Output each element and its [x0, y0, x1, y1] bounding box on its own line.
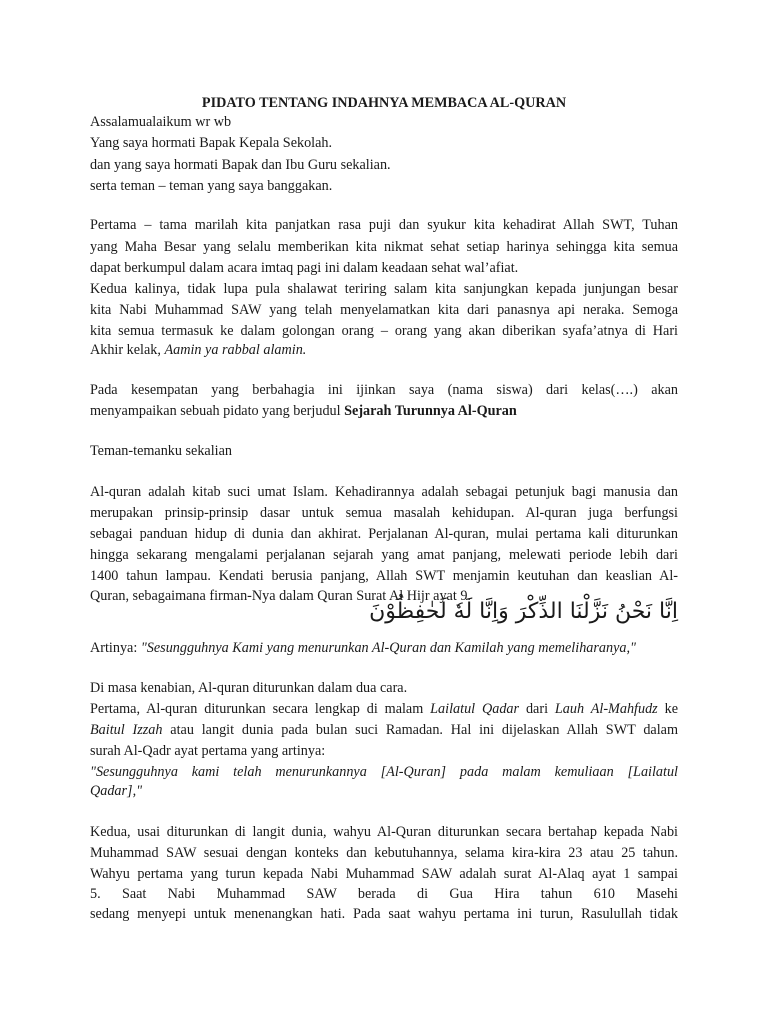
- paragraph-line: yang Maha Besar yang selalu memberikan kita nikmat sehat setiap harinya sehingga kita semua: [90, 239, 678, 255]
- paragraph-line: [90, 340, 306, 360]
- paragraph-line: Wahyu pertama yang turun kepada Nabi Muhammad SAW adalah surat Al-Alaq ayat 1 sampai: [90, 866, 678, 882]
- italic-text: Baitul Izzah: [90, 722, 163, 738]
- italic-text: Lailatul Qadar: [430, 701, 520, 717]
- paragraph-line: hingga sekarang mengalami perjalanan sejarah yang amat panjang, melewati periode lebih dari: [90, 547, 678, 563]
- paragraph-line: Pada kesempatan yang berbahagia ini ijinkan saya (nama siswa) dari kelas(….) akan: [90, 382, 678, 398]
- arabic-verse: اِنَّا نَحْنُ نَزَّلْنَا الذِّكْرَ وَاِنَّا لَهٗ لَحٰفِظُوْنَ: [369, 599, 678, 624]
- paragraph-line: Muhammad SAW sesuai dengan konteks dan kebutuhannya, selama kira-kira 23 atau 25 tahun.: [90, 845, 678, 861]
- paragraph-line: Kedua, usai diturunkan di langit dunia, wahyu Al-Quran diturunkan secara bertahap kepada Nabi: [90, 824, 678, 840]
- paragraph-line: [90, 699, 678, 719]
- paragraph-line: sebagai panduan hidup di dunia dan akhirat. Perjalanan Al-quran, mulai pertama kali diturunkan: [90, 526, 678, 542]
- paragraph-line: Quran, sebagaimana firman-Nya dalam Quran Surat Al Hijr ayat 9.: [90, 588, 471, 604]
- paragraph-line: Kedua kalinya, tidak lupa pula shalawat teriring salam kita sanjungkan kepada junjungan besar: [90, 281, 678, 297]
- paragraph-line: 1400 tahun lampau. Kendati berusia panjang, Allah SWT menjamin keutuhan dan keaslian Al-: [90, 568, 678, 584]
- paragraph-line: surah Al-Qadr ayat pertama yang artinya:: [90, 743, 326, 759]
- translation-label: Artinya:: [90, 640, 141, 656]
- paragraph-line: [90, 401, 517, 421]
- greeting-line: dan yang saya hormati Bapak dan Ibu Guru sekalian.: [90, 157, 391, 173]
- text-run: Akhir kelak,: [90, 342, 165, 358]
- translation-text: "Sesungguhnya Kami yang menurunkan Al-Quran dan Kamilah yang memeliharanya,": [140, 640, 636, 656]
- italic-text: Aamin ya rabbal alamin.: [164, 342, 307, 358]
- text-run: ke: [657, 701, 678, 717]
- paragraph-line: dapat berkumpul dalam acara imtaq pagi ini dalam keadaan sehat wal’afiat.: [90, 260, 519, 276]
- greeting-line: Yang saya hormati Bapak Kepala Sekolah.: [90, 135, 333, 151]
- paragraph-line: Di masa kenabian, Al-quran diturunkan dalam dua cara.: [90, 680, 408, 696]
- page-title: PIDATO TENTANG INDAHNYA MEMBACA AL-QURAN: [201, 95, 567, 111]
- paragraph-line: Teman-temanku sekalian: [90, 443, 233, 459]
- greeting-line: Assalamualaikum wr wb: [90, 114, 232, 130]
- text-run: menyampaikan sebuah pidato yang berjudul: [90, 403, 345, 419]
- text-run: Pertama, Al-quran diturunkan secara lengkap di malam: [90, 701, 431, 717]
- quote-line: Qadar],": [90, 783, 143, 799]
- translation-line: [90, 638, 636, 658]
- text-run: dari: [519, 701, 555, 717]
- paragraph-line: Al-quran adalah kitab suci umat Islam. Kehadirannya adalah sebagai petunjuk bagi manusia dan: [90, 484, 678, 500]
- paragraph-line: merupakan prinsip-prinsip dasar untuk semua masalah kehidupan. Al-quran juga berfungsi: [90, 505, 678, 521]
- speech-topic-bold: Sejarah Turunnya Al-Quran: [344, 403, 517, 419]
- paragraph-line: [90, 720, 678, 740]
- greeting-line: serta teman – teman yang saya banggakan.: [90, 178, 333, 194]
- paragraph-line: kita Nabi Muhammad SAW yang telah menyelamatkan kita dari panasnya api neraka. Semoga: [90, 302, 678, 318]
- italic-text: Lauh Al-Mahfudz: [554, 701, 658, 717]
- paragraph-line: sedang menyepi untuk menenangkan hati. Pada saat wahyu pertama ini turun, Rasulullah tidak: [90, 906, 678, 922]
- text-run: atau langit dunia pada bulan suci Ramadan. Hal ini dijelaskan Allah SWT dalam: [162, 722, 678, 738]
- quote-line: "Sesungguhnya kami telah menurunkannya [Al-Quran] pada malam kemuliaan [Lailatul: [90, 764, 678, 780]
- paragraph-line: Pertama – tama marilah kita panjatkan rasa puji dan syukur kita kehadirat Allah SWT, Tuhan: [90, 217, 678, 233]
- paragraph-line: 5. Saat Nabi Muhammad SAW berada di Gua Hira tahun 610 Masehi: [90, 886, 678, 902]
- paragraph-line: kita semua termasuk ke dalam golongan orang – orang yang akan diberikan syafa’atnya di Hari: [90, 323, 678, 339]
